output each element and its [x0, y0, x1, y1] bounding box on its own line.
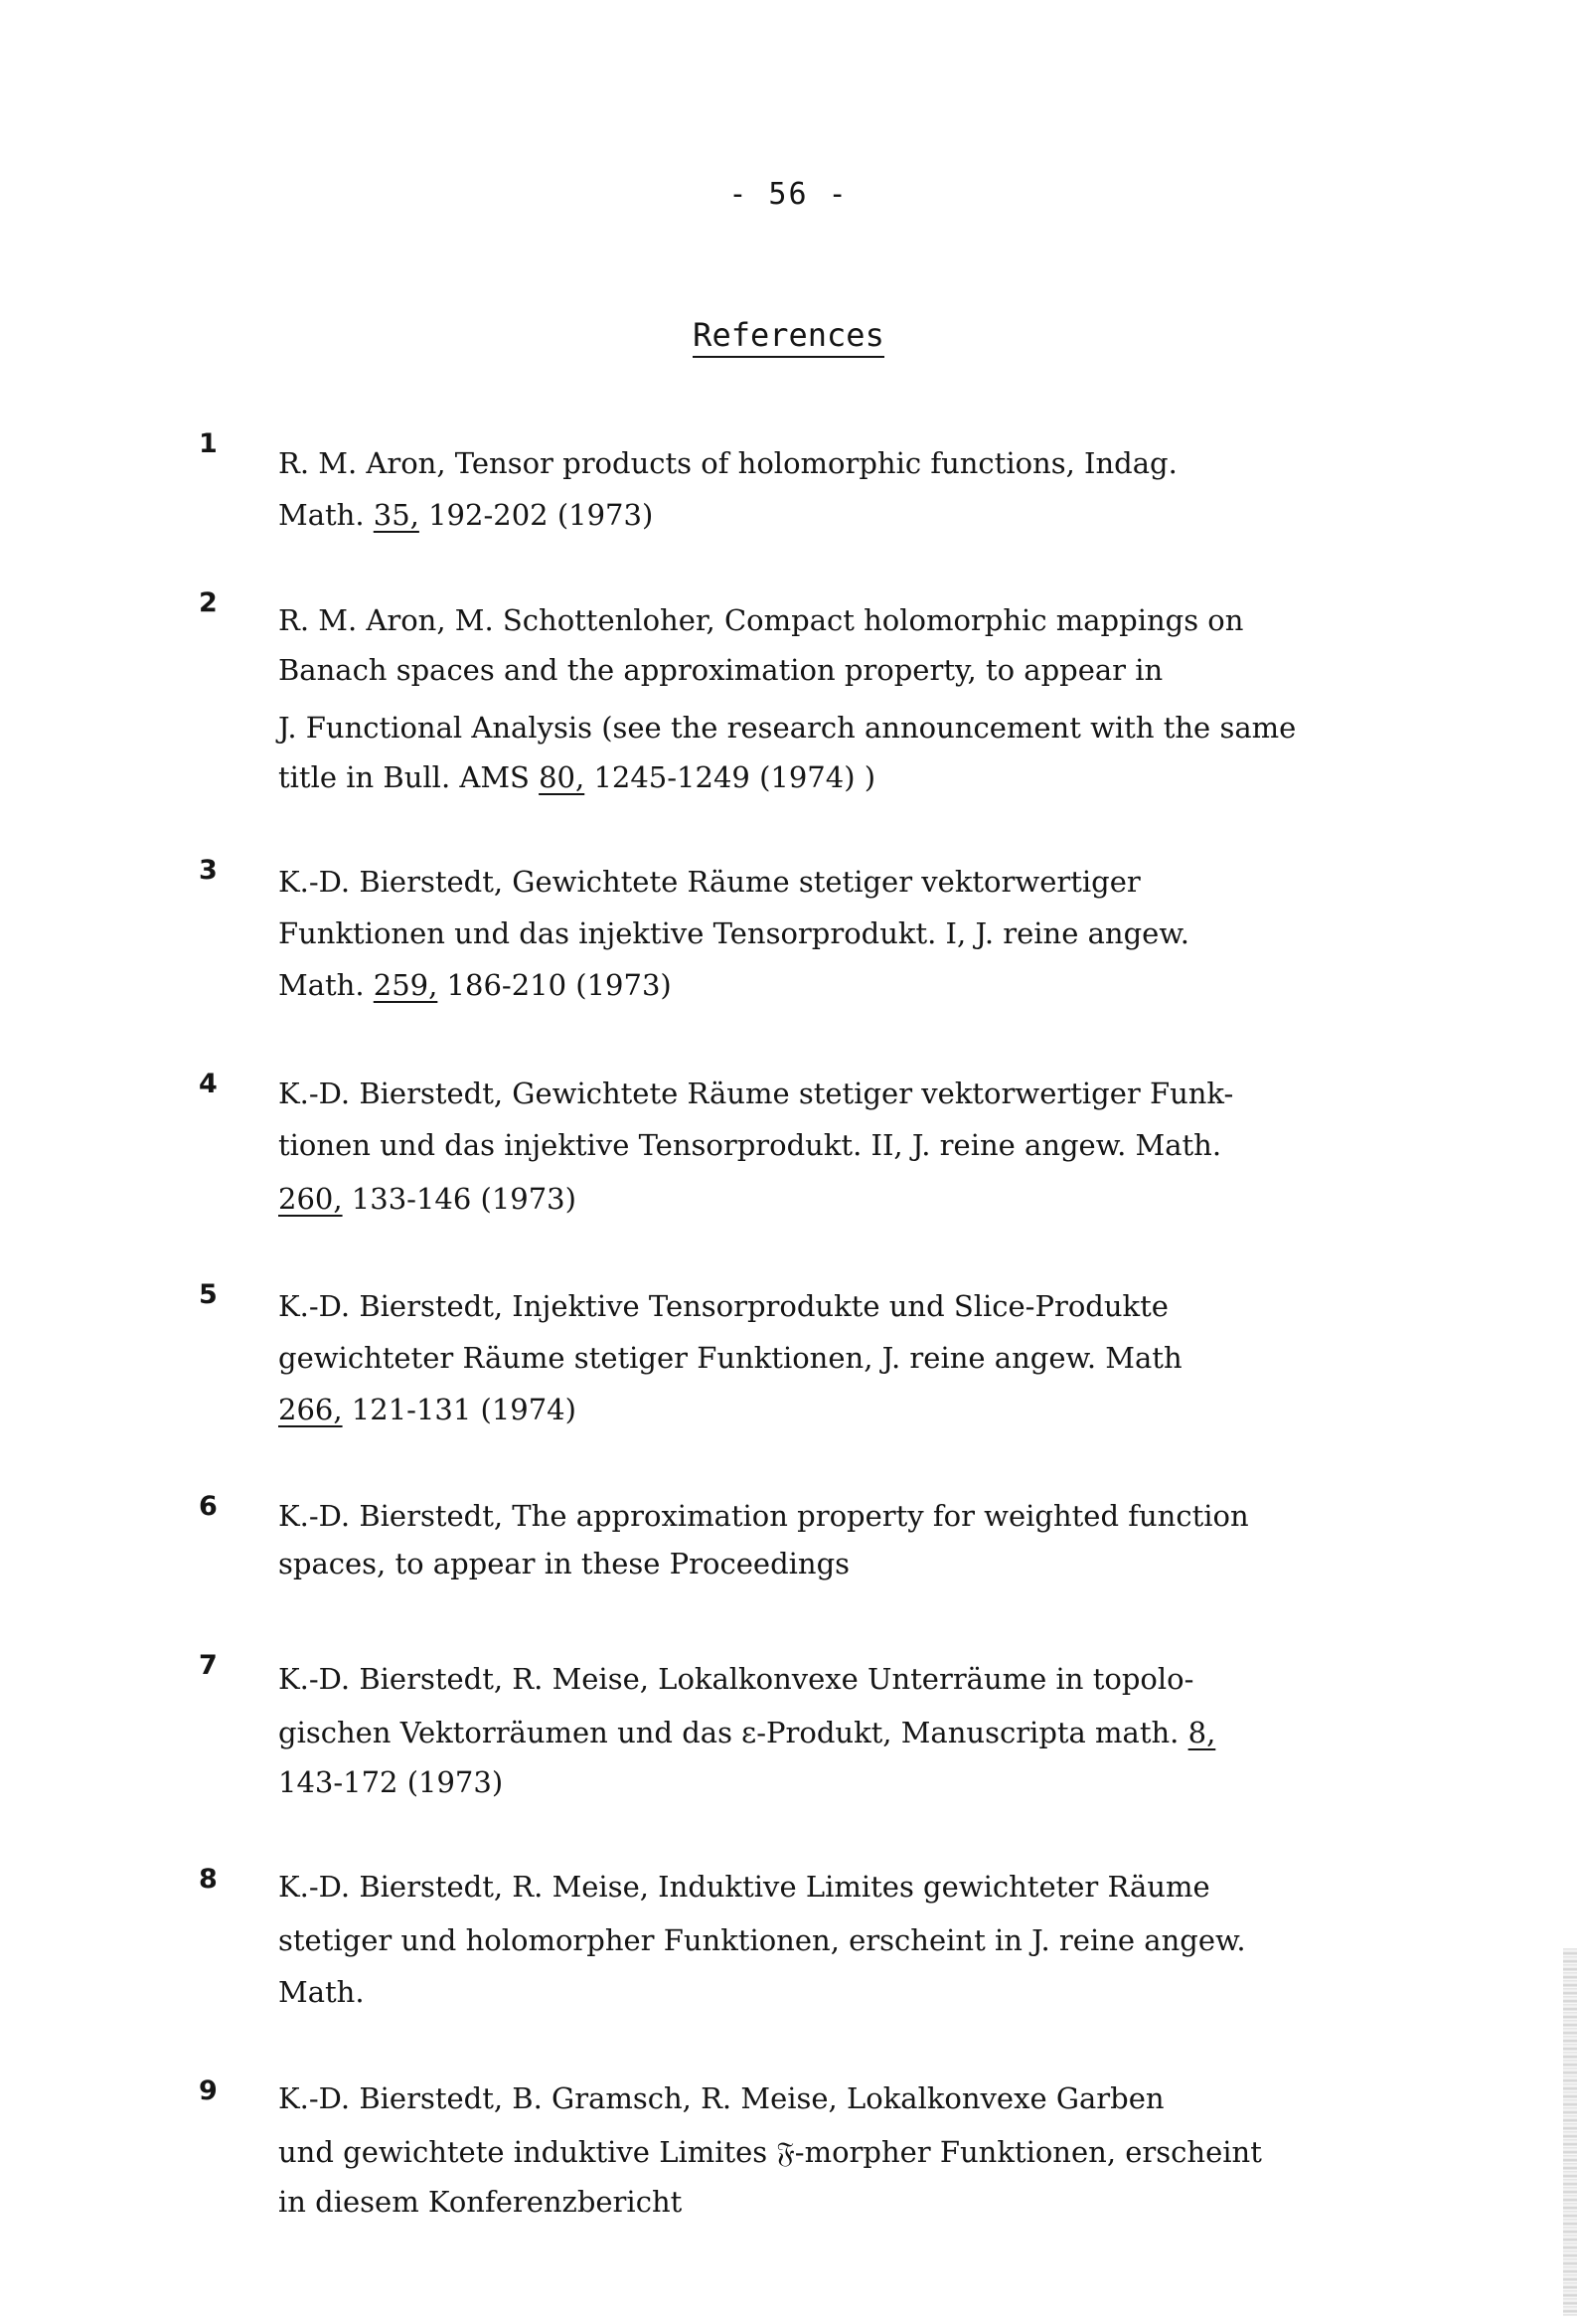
reference-text: und gewichtete induktive Limites 𝔉-morpher Funktionen, erscheint — [278, 2135, 1262, 2169]
reference-number: 2 — [199, 587, 218, 618]
volume-number: 259, — [373, 968, 438, 1002]
reference-line — [278, 1975, 365, 2009]
reference-number: 5 — [199, 1279, 218, 1310]
reference-text: 143-172 (1973) — [278, 1765, 504, 1799]
reference-line — [278, 498, 653, 532]
volume-number: 80, — [539, 760, 585, 794]
reference-text: title in Bull. AMS — [278, 760, 540, 794]
reference-text: Banach spaces and the approximation property, to appear in — [278, 653, 1164, 687]
reference-line — [278, 865, 1141, 899]
reference-text: gischen Vektorräumen und das ε-Produkt, Manuscripta math. — [278, 1716, 1188, 1749]
reference-line — [278, 1341, 1183, 1375]
reference-line — [278, 1499, 1249, 1533]
reference-line — [278, 1128, 1221, 1162]
reference-text: 192-202 (1973) — [418, 498, 654, 532]
reference-text: 1245-1249 (1974) ) — [584, 760, 876, 794]
volume-number: 8, — [1187, 1716, 1216, 1749]
volume-number: 266, — [278, 1393, 343, 1426]
reference-line — [278, 916, 1189, 950]
reference-text: tionen und das injektive Tensorprodukt. II, J. reine angew. Math. — [278, 1128, 1222, 1162]
reference-line — [278, 2081, 1165, 2115]
reference-text: J. Functional Analysis (see the research announcement with the same — [278, 711, 1297, 745]
reference-text: Math. — [278, 968, 374, 1002]
reference-line — [278, 2135, 1262, 2169]
reference-text: 186-210 (1973) — [437, 968, 672, 1002]
reference-text: 133-146 (1973) — [342, 1182, 576, 1216]
reference-number: 4 — [199, 1069, 218, 1099]
reference-line — [278, 968, 672, 1002]
reference-text: Math. — [278, 498, 374, 532]
reference-text: K.-D. Bierstedt, R. Meise, Lokalkonvexe Unterräume in topolo- — [278, 1662, 1194, 1696]
reference-line — [278, 1077, 1233, 1110]
reference-text: 121-131 (1974) — [342, 1393, 576, 1426]
reference-text: stetiger und holomorpher Funktionen, erscheint in J. reine angew. — [278, 1923, 1246, 1957]
references-heading — [0, 316, 1577, 354]
scan-edge-artifact — [1563, 1948, 1577, 2316]
reference-text: R. M. Aron, M. Schottenloher, Compact holomorphic mappings on — [278, 603, 1244, 637]
reference-line — [278, 446, 1178, 480]
reference-text: K.-D. Bierstedt, B. Gramsch, R. Meise, Lokalkonvexe Garben — [278, 2081, 1165, 2115]
reference-line — [278, 1182, 576, 1216]
reference-number: 3 — [199, 855, 218, 886]
reference-text: spaces, to appear in these Proceedings — [278, 1547, 851, 1580]
reference-line — [278, 1289, 1169, 1323]
reference-line — [278, 2185, 682, 2219]
reference-text: K.-D. Bierstedt, Gewichtete Räume stetiger vektorwertiger Funk- — [278, 1077, 1234, 1110]
reference-line — [278, 1923, 1246, 1957]
reference-number: 6 — [199, 1491, 218, 1522]
reference-line — [278, 1662, 1193, 1696]
reference-line — [278, 711, 1296, 745]
volume-number: 260, — [278, 1182, 343, 1216]
reference-text: R. M. Aron, Tensor products of holomorphic functions, Indag. — [278, 446, 1178, 480]
reference-text: K.-D. Bierstedt, Injektive Tensorprodukte und Slice-Produkte — [278, 1289, 1169, 1323]
reference-line — [278, 1870, 1210, 1904]
reference-line — [278, 1716, 1215, 1749]
reference-text: K.-D. Bierstedt, Gewichtete Räume stetiger vektorwertiger — [278, 865, 1141, 899]
reference-number: 7 — [199, 1650, 218, 1681]
reference-line — [278, 1765, 503, 1799]
reference-text: in diesem Konferenzbericht — [278, 2185, 683, 2219]
reference-line — [278, 603, 1243, 637]
reference-line — [278, 653, 1163, 687]
page-number: - 56 - — [728, 177, 849, 212]
reference-line — [278, 760, 875, 794]
reference-text: Funktionen und das injektive Tensorprodukt. I, J. reine angew. — [278, 916, 1189, 950]
reference-text: gewichteter Räume stetiger Funktionen, J. reine angew. Math — [278, 1341, 1183, 1375]
reference-text: K.-D. Bierstedt, R. Meise, Induktive Limites gewichteter Räume — [278, 1870, 1210, 1904]
reference-text: Math. — [278, 1975, 365, 2009]
reference-number: 1 — [199, 428, 218, 459]
reference-number: 9 — [199, 2075, 218, 2106]
reference-line — [278, 1547, 850, 1580]
references-heading-text: References — [693, 316, 884, 358]
reference-line — [278, 1393, 576, 1426]
reference-text: K.-D. Bierstedt, The approximation property for weighted function — [278, 1499, 1249, 1533]
volume-number: 35, — [373, 498, 419, 532]
reference-number: 8 — [199, 1864, 218, 1895]
